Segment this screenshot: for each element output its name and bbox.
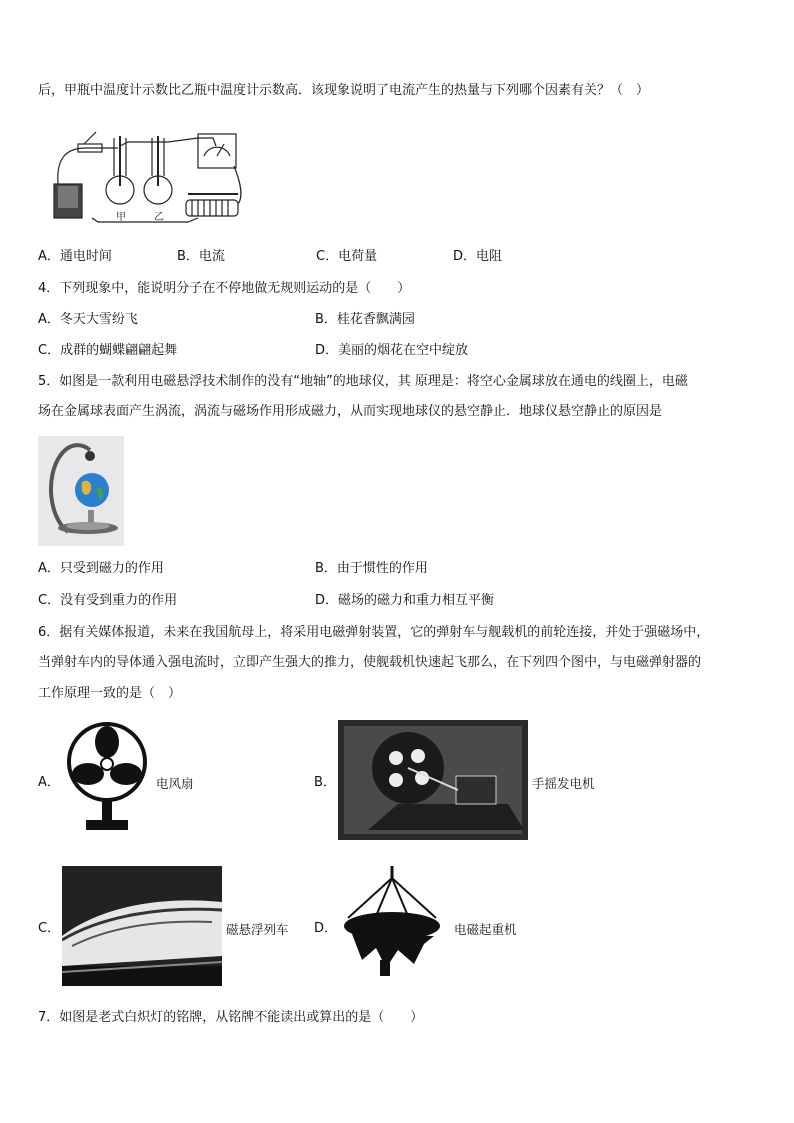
hand-generator-image	[338, 720, 528, 840]
bottle-label-jia: 甲	[116, 212, 126, 223]
q3-option-d[interactable]: D．电阻	[453, 249, 503, 264]
q3-option-c[interactable]: C．电荷量	[316, 249, 378, 264]
q6-choice-a-caption: 电风扇	[156, 776, 194, 791]
q3-stem: 后，甲瓶中温度计示数比乙瓶中温度计示数高．该现象说明了电流产生的热量与下列哪个因素有关？（ ）	[38, 83, 650, 98]
q6-stem-line3: 工作原理一致的是（ ）	[38, 686, 182, 701]
q3-option-b[interactable]: B．电流	[177, 249, 225, 264]
levitating-globe-image	[38, 436, 124, 546]
electric-fan-image	[64, 720, 150, 836]
q5-option-a[interactable]: A．只受到磁力的作用	[38, 561, 164, 576]
q4-option-b[interactable]: B．桂花香飘满园	[315, 312, 415, 327]
q7-stem: 7．如图是老式白炽灯的铭牌，从铭牌不能读出或算出的是（ ）	[38, 1010, 424, 1025]
q6-choice-c-letter[interactable]: C．	[38, 921, 61, 936]
q6-choice-b-caption: 手摇发电机	[532, 776, 595, 791]
q3-circuit-figure	[48, 126, 248, 232]
q6-choice-d-caption: 电磁起重机	[454, 922, 517, 937]
q5-stem-line2: 场在金属球表面产生涡流，涡流与磁场作用形成磁力，从而实现地球仪的悬空静止．地球仪悬空静止的原因是	[38, 404, 663, 419]
q6-choice-b-letter[interactable]: B．	[314, 775, 336, 790]
q6-stem-line2: 当弹射车内的导体通入强电流时，立即产生强大的推力，使舰载机快速起飞那么，在下列四个图中，与电磁弹射器的	[38, 655, 702, 670]
q4-option-a[interactable]: A．冬天大雪纷飞	[38, 312, 138, 327]
q6-stem-line1: 6．据有关媒体报道，未来在我国航母上，将采用电磁弹射装置，它的弹射车与舰载机的前轮连接，并处于强磁场中，	[38, 625, 710, 640]
q3-option-a[interactable]: A．通电时间	[38, 249, 112, 264]
bottle-label-yi: 乙	[154, 212, 164, 223]
maglev-train-image	[62, 866, 222, 986]
q6-choice-d-letter[interactable]: D．	[314, 921, 338, 936]
q4-option-d[interactable]: D．美丽的烟花在空中绽放	[315, 343, 469, 358]
q6-choice-a-letter[interactable]: A．	[38, 775, 60, 790]
electromagnetic-crane-image	[336, 864, 448, 982]
q5-stem-line1: 5．如图是一款利用电磁悬浮技术制作的没有“地轴”的地球仪，其 原理是：将空心金属球放在通电的线圈上，电磁	[38, 374, 688, 389]
q5-option-d[interactable]: D．磁场的磁力和重力相互平衡	[315, 593, 495, 608]
q5-option-b[interactable]: B．由于惯性的作用	[315, 561, 428, 576]
q4-stem: 4．下列现象中，能说明分子在不停地做无规则运动的是（ ）	[38, 281, 411, 296]
q6-choice-c-caption: 磁悬浮列车	[226, 922, 289, 937]
q4-option-c[interactable]: C．成群的蝴蝶翩翩起舞	[38, 343, 178, 358]
q5-option-c[interactable]: C．没有受到重力的作用	[38, 593, 178, 608]
